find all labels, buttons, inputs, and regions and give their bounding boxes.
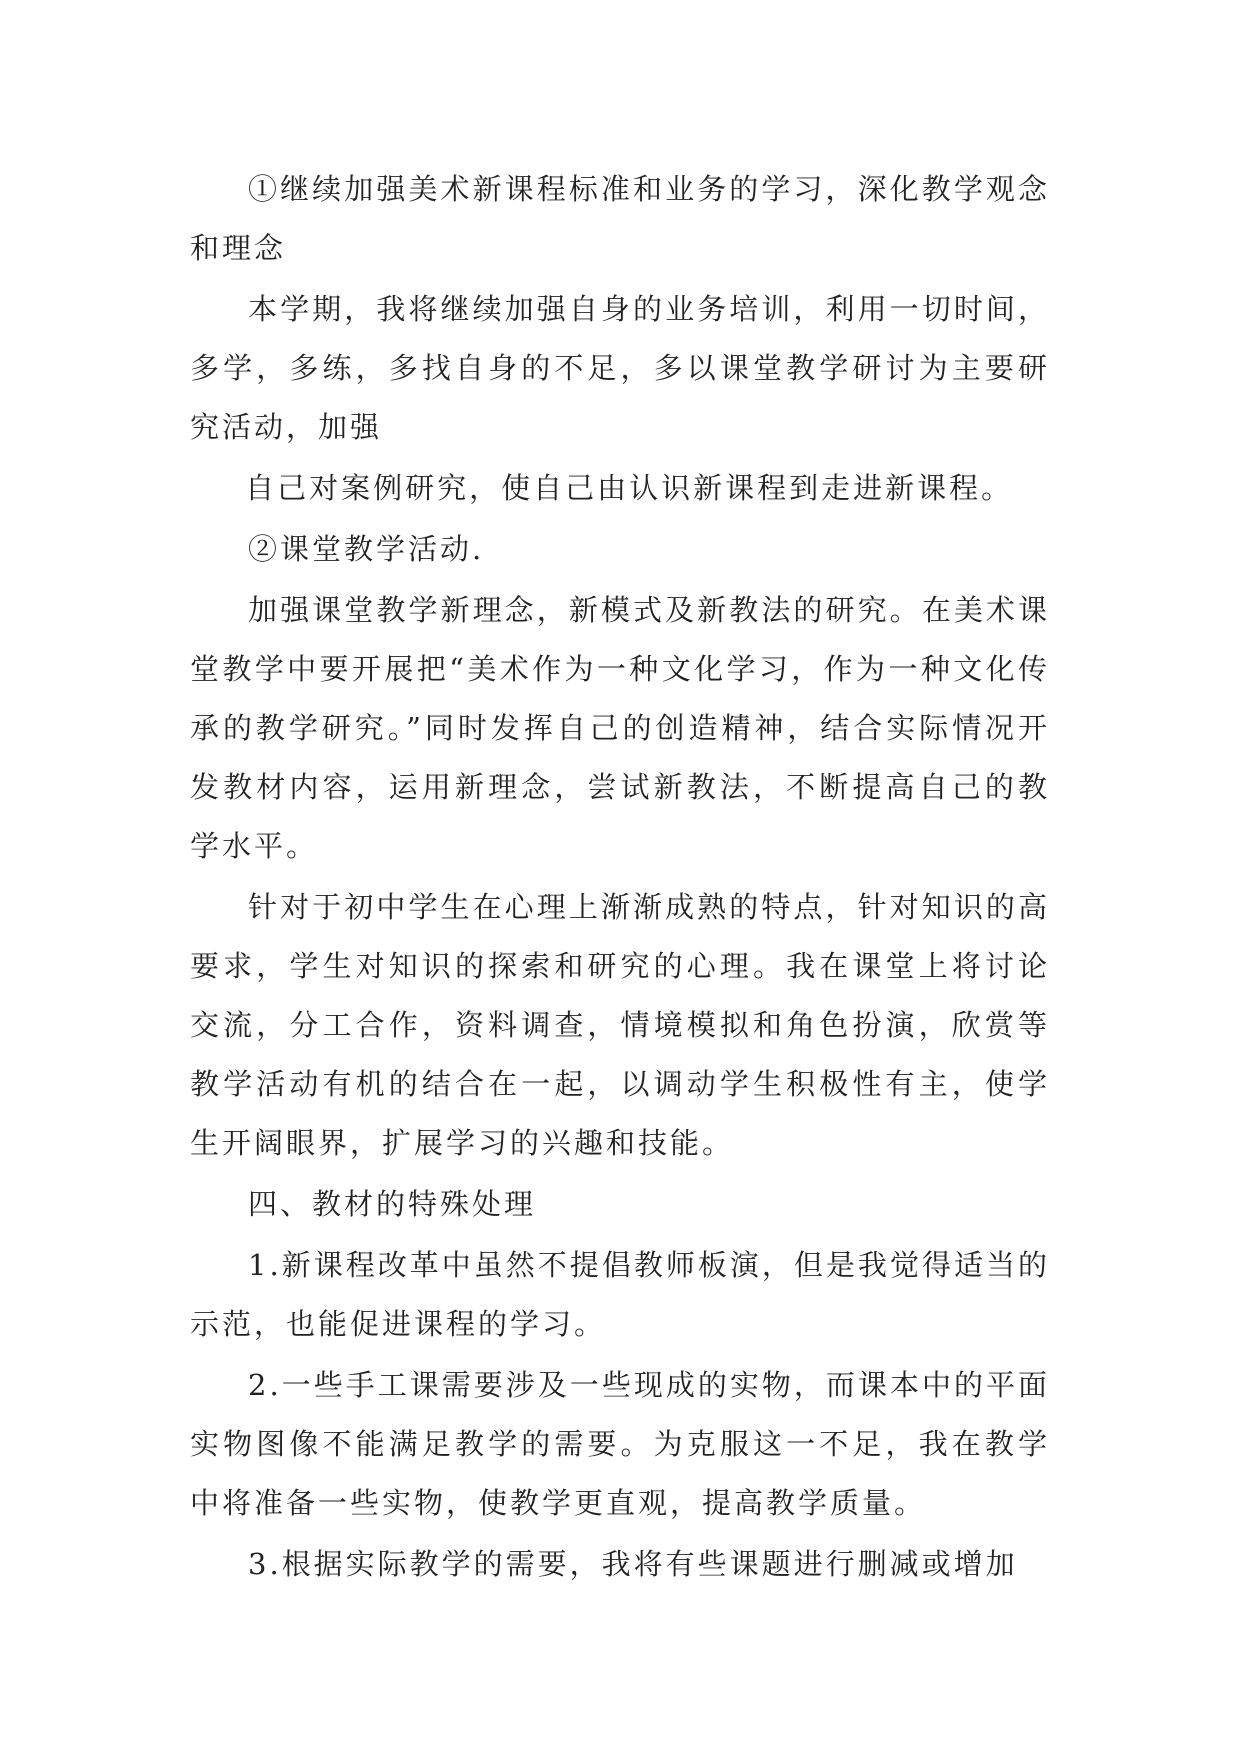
- body-text: [190, 160, 1050, 1594]
- paragraph-goal-2: ②课堂教学活动.: [248, 532, 485, 566]
- section-heading-4: 四、教材的特殊处理: [248, 1187, 537, 1221]
- paragraph-student-activities: 针对于初中学生在心理上渐渐成熟的特点，针对知识的高要求，学生对知识的探索和研究的心理。我在课堂上将讨论交流，分工合作，资料调查，情境模拟和角色扮演，欣赏等教学活动有机的结合在一起，以调动学生积极性有主，使学生开阔眼界，扩展学习的兴趣和技能。: [190, 890, 1050, 1160]
- paragraph-case-study: 自己对案例研究，使自己由认识新课程到走进新课程。: [245, 471, 1014, 505]
- paragraph-training: 本学期，我将继续加强自身的业务培训，利用一切时间，多学，多练，多找自身的不足，多以课堂教学研讨为主要研究活动，加强: [190, 292, 1050, 444]
- paragraph-goal-1: ①继续加强美术新课程标准和业务的学习，深化教学观念和理念: [190, 172, 1050, 265]
- list-item-1: 1.新课程改革中虽然不提倡教师板演，但是我觉得适当的示范，也能促进课程的学习。: [190, 1248, 1050, 1341]
- paragraph-teaching-concepts: 加强课堂教学新理念，新模式及新教法的研究。在美术课堂教学中要开展把“美术作为一种文化学习，作为一种文化传承的教学研究。”同时发挥自己的创造精神，结合实际情况开发教材内容，运用新理念，尝试新教法，不断提高自己的教学水平。: [190, 593, 1050, 863]
- list-item-3: 3.根据实际教学的需要，我将有些课题进行删减或增加: [248, 1547, 1018, 1581]
- list-item-2: 2.一些手工课需要涉及一些现成的实物，而课本中的平面实物图像不能满足教学的需要。为克服这一不足，我在教学中将准备一些实物，使教学更直观，提高教学质量。: [190, 1368, 1050, 1520]
